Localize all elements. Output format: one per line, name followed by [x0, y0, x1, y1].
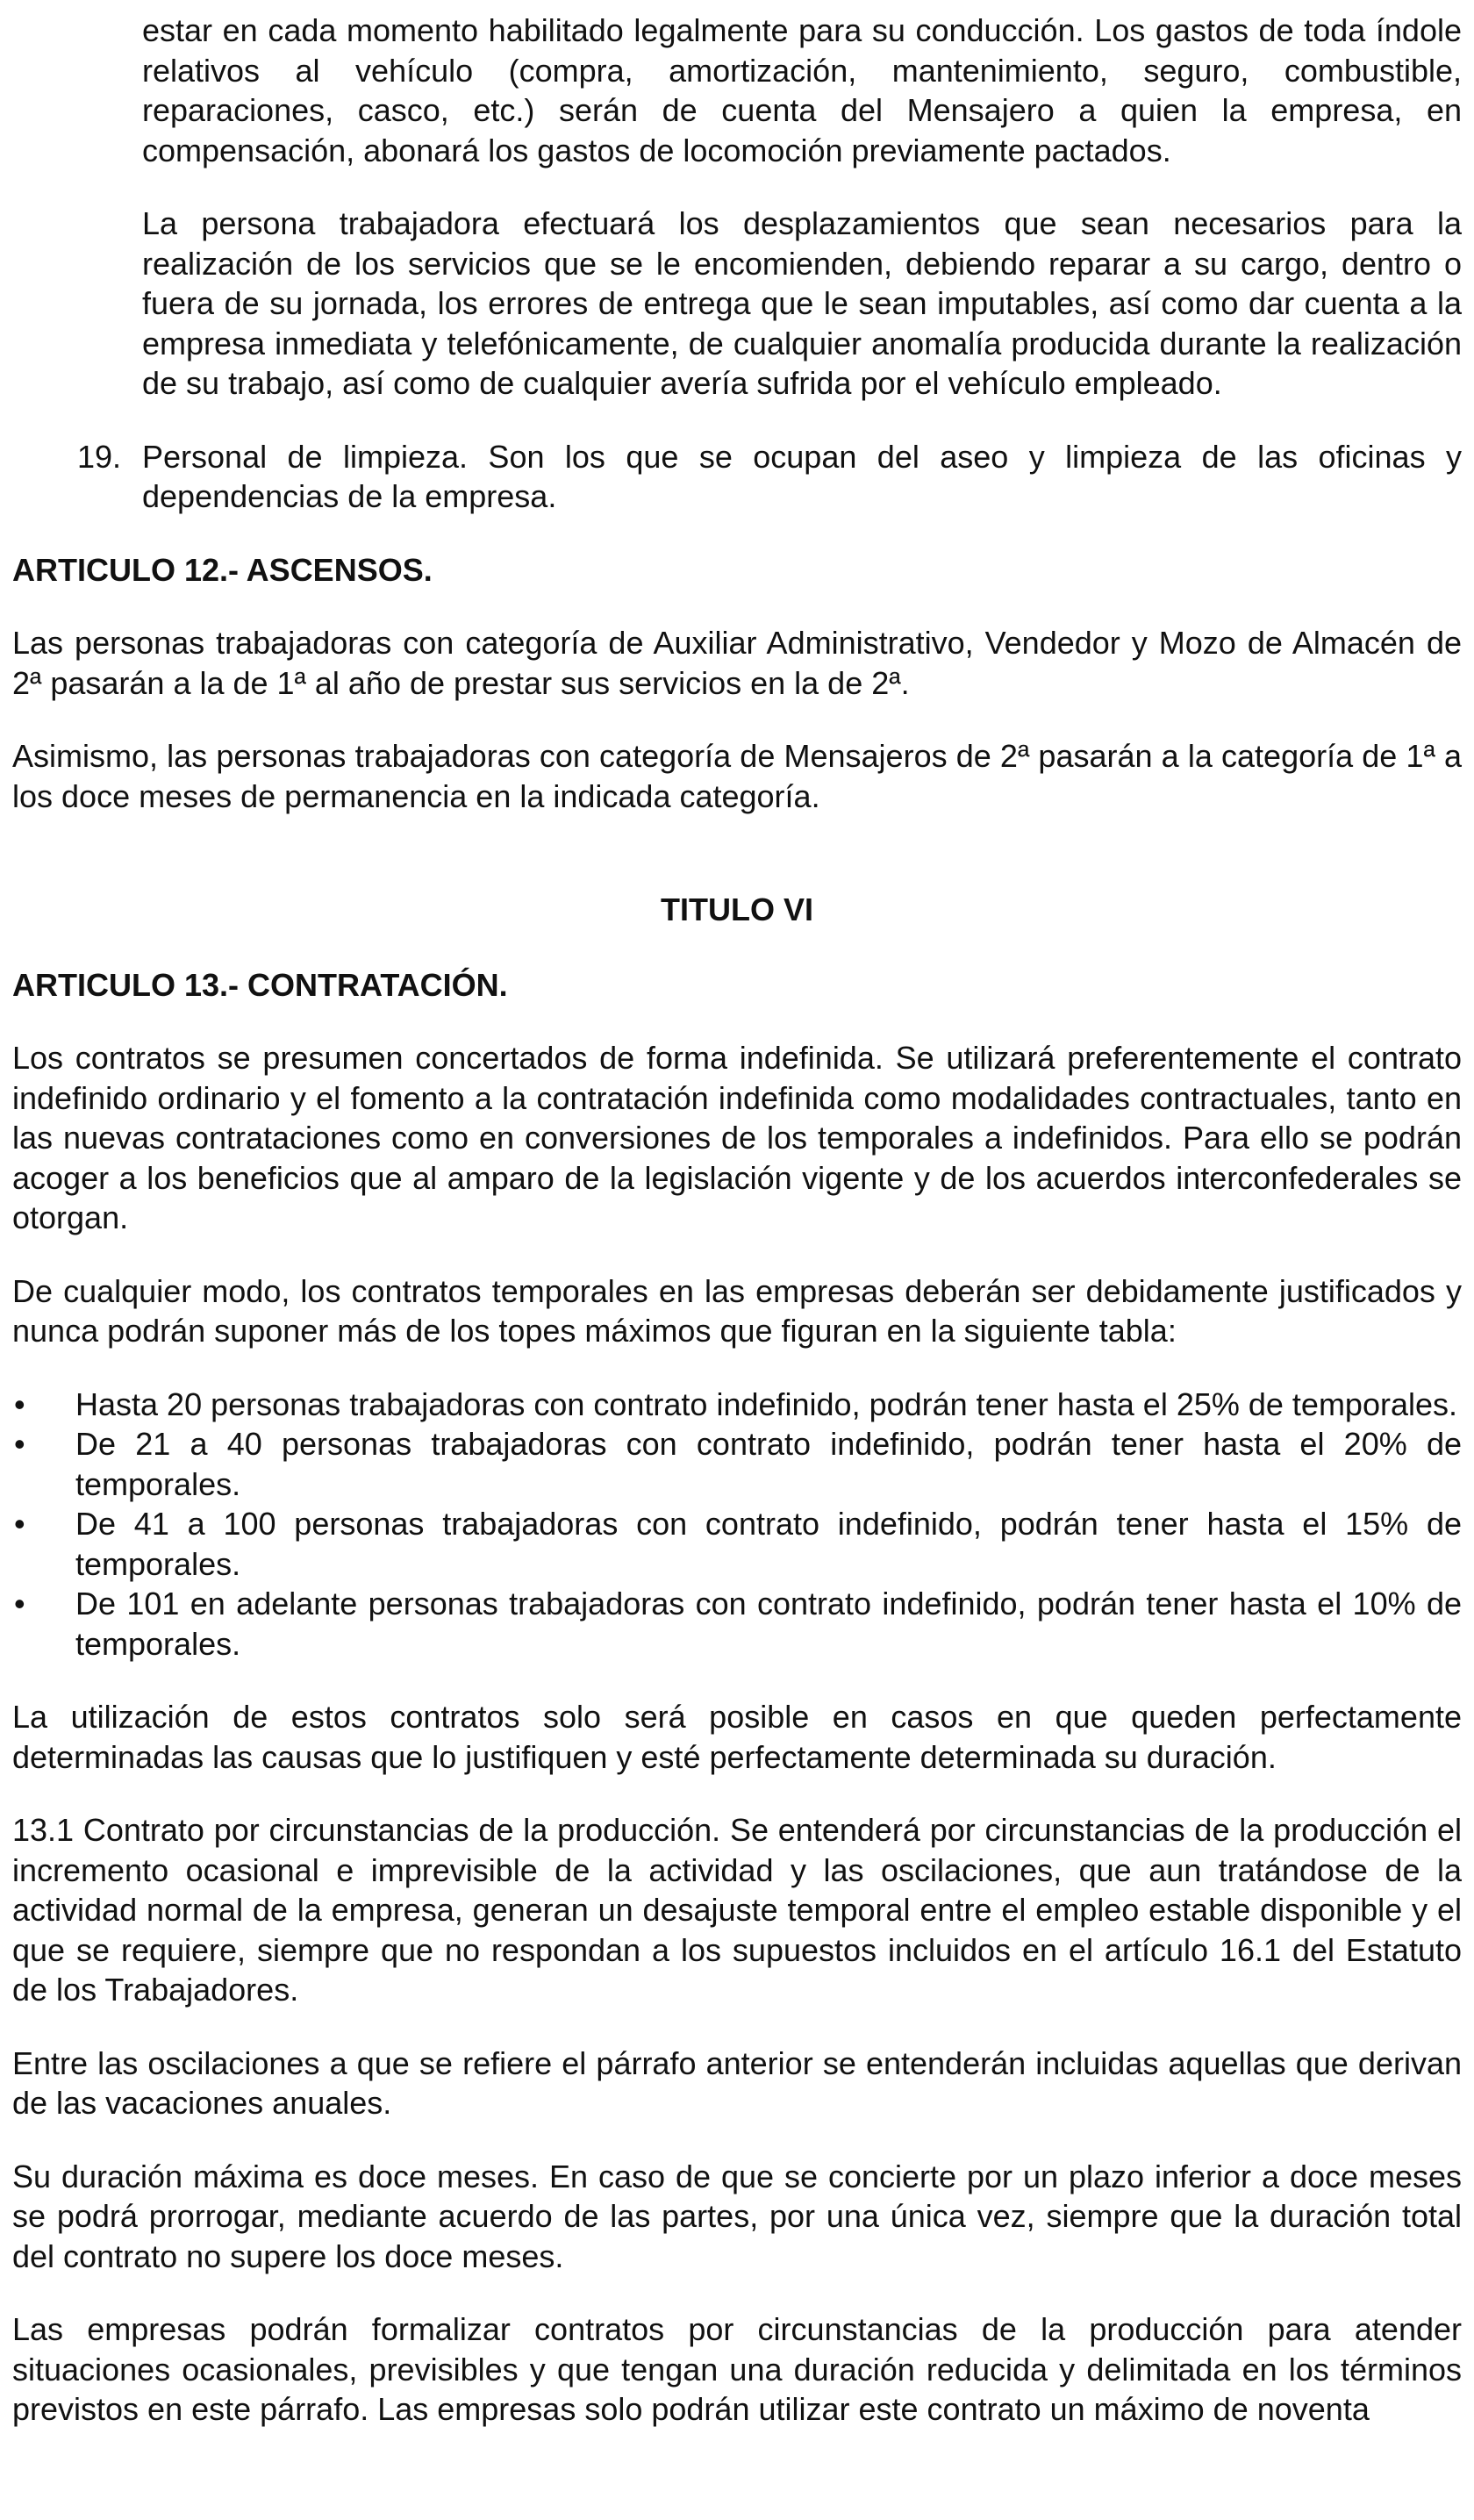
bullet-icon: •: [14, 1586, 25, 1622]
item-text: Personal de limpieza. Son los que se ocupan del aseo y limpieza de las oficinas y dependencias de la empresa.: [142, 438, 1462, 514]
list-item: • Hasta 20 personas trabajadoras con contrato indefinido, podrán tener hasta el 25% de temporales.: [12, 1385, 1462, 1425]
paragraph-promotions-2: Asimismo, las personas trabajadoras con categoría de Mensajeros de 2ª pasarán a la categoría de 1ª a los doce meses de permanencia en la indicada categoría.: [12, 738, 1462, 814]
paragraph-contracts-1: Los contratos se presumen concertados de forma indefinida. Se utilizará preferentemente el contrato indefinido ordinario y el fomento a la contratación indefinida como modalidades contractuales, tanto en las nuevas contrataciones como en conversiones de los temporales a indefinidos. Para ello se podrán acoger a los beneficios que al amparo de la legislación vigente y de los acuerdos interconfederales se otorgan.: [12, 1040, 1462, 1235]
paragraph-oscillations: Entre las oscilaciones a que se refiere el párrafo anterior se entenderán incluidas aquellas que derivan de las vacaciones anuales.: [12, 2044, 1462, 2121]
paragraph-production-contract: 13.1 Contrato por circunstancias de la producción. Se entenderá por circunstancias de la producción el incremento ocasional e imprevisible de la actividad y las oscilaciones, que aun tratándose de la actividad normal de la empresa, generan un desajuste temporal entre el empleo estable disponible y el que se requiere, siempre que no respondan a los supuestos incluidos en el artículo 16.1 del Estatuto de los Trabajadores.: [12, 1812, 1462, 2008]
bullet-icon: •: [14, 1426, 25, 1462]
list-item: • De 41 a 100 personas trabajadoras con contrato indefinido, podrán tener hasta el 15% de temporales.: [12, 1504, 1462, 1584]
paragraph-max-duration: Su duración máxima es doce meses. En caso de que se concierte por un plazo inferior a doce meses se podrá prorrogar, mediante acuerdo de las partes, por una única vez, siempre que la duración total del contrato no supere los doce meses.: [12, 2158, 1462, 2274]
article-12-heading: ARTICULO 12.- ASCENSOS.: [12, 551, 433, 588]
title-vi: TITULO VI: [661, 891, 813, 927]
numbered-item-19: [12, 437, 1462, 517]
bullet-icon: •: [14, 1506, 25, 1542]
bullet-icon: •: [14, 1385, 25, 1422]
paragraph-promotions-1: Las personas trabajadoras con categoría de Auxiliar Administrativo, Vendedor y Mozo de Almacén de 2ª pasarán a la de 1ª al año de prestar sus servicios en la de 2ª.: [12, 625, 1462, 701]
list-item: • De 21 a 40 personas trabajadoras con contrato indefinido, podrán tener hasta el 20% de temporales.: [12, 1424, 1462, 1504]
list-item: • De 101 en adelante personas trabajadoras con contrato indefinido, podrán tener hasta el 10% de temporales.: [12, 1584, 1462, 1664]
paragraph-travel-duties: La persona trabajadora efectuará los desplazamientos que sean necesarios para la realización de los servicios que se le encomienden, debiendo reparar a su cargo, dentro o fuera de su jornada, los errores de entrega que le sean imputables, así como dar cuenta a la empresa inmediata y telefónicamente, de cualquier anomalía producida durante la realización de su trabajo, así como de cualquier avería sufrida por el vehículo empleado.: [142, 205, 1462, 401]
paragraph-contracts-2: De cualquier modo, los contratos temporales en las empresas deberán ser debidamente justificados y nunca podrán suponer más de los topes máximos que figuran en la siguiente tabla:: [12, 1272, 1462, 1349]
article-13-heading: ARTICULO 13.- CONTRATACIÓN.: [12, 966, 508, 1003]
temporary-limits-list: [12, 1385, 1462, 1664]
document-page: [12, 11, 1462, 2430]
paragraph-contracts-3: La utilización de estos contratos solo será posible en casos en que queden perfectamente determinadas las causas que lo justifiquen y esté perfectamente determinada su duración.: [12, 1699, 1462, 1775]
paragraph-vehicle-expenses: estar en cada momento habilitado legalmente para su conducción. Los gastos de toda índole relativos al vehículo (compra, amortización, mantenimiento, seguro, combustible, reparaciones, casco, etc.) serán de cuenta del Mensajero a quien la empresa, en compensación, abonará los gastos de locomoción previamente pactados.: [142, 12, 1462, 168]
item-number: 19.: [77, 438, 122, 475]
paragraph-occasional-situations: Las empresas podrán formalizar contratos por circunstancias de la producción para atender situaciones ocasionales, previsibles y que tengan una duración reducida y delimitada en los términos previstos en este párrafo. Las empresas solo podrán utilizar este contrato un máximo de noventa: [12, 2311, 1462, 2427]
